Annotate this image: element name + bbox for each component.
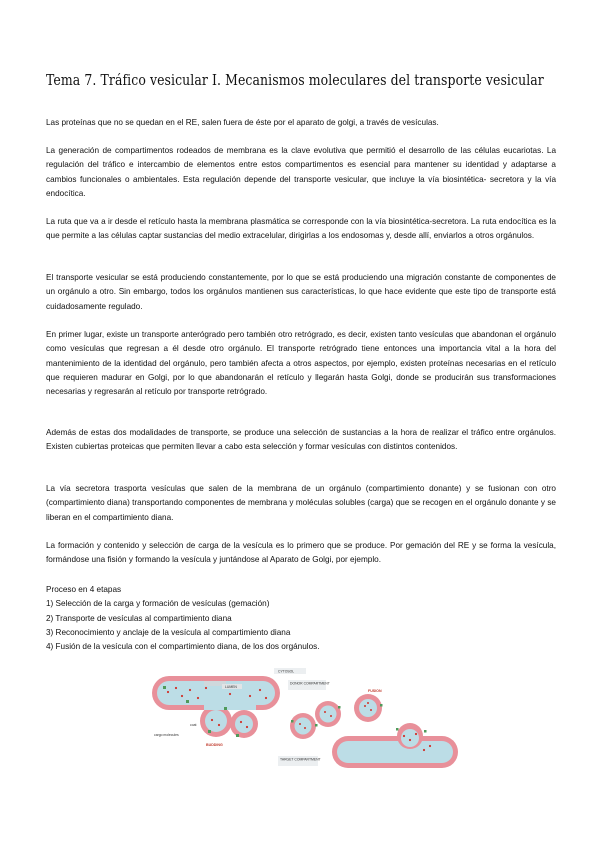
paragraph-4: El transporte vesicular se está produciendo constantemente, por lo que se está produciendo una migración constante de componentes de un orgánulo a otro. Sin embargo, todos los orgánulos mantienen sus características, lo que hace evidente que este tipo de transporte está cuidadosamente regulado.: [46, 273, 556, 311]
process-list: [46, 583, 556, 654]
paragraph-5: En primer lugar, existe un transporte anterógrado pero también otro retrógrado, es decir, existen tanto vesículas que abandonan el orgánulo como vesículas que regresan a él desde otro orgánulo. El transporte retrógrado tiene entonces una importancia vital a la hora del mantenimiento de la identidad del orgánulo, pero también afecta a otros aspectos, por ejemplo, existen proteínas necesarias en el retículo que requieren madurar en Golgi, por lo que abandonarán el retículo y llegarán hasta Golgi, donde se producirán sus transformaciones necesarias y regresarán al retículo por transporte retrógrado.: [46, 330, 556, 397]
paragraph-8: La formación y contenido y selección de carga de la vesícula es lo primero que se produce. Por gemación del RE y se forma la vesícula, formándose una fisión y formando la vesícula y juntándose al Aparato de Golgi, por ejemplo.: [46, 541, 556, 565]
label-coat: coat: [190, 723, 197, 727]
page-title: Tema 7. Tráfico vesicular I. Mecanismos moleculares del transporte vesicular: [46, 73, 544, 89]
paragraph-7: La vía secretora trasporta vesículas que salen de la membrana de un orgánulo (compartimiento donante) y se fusionan con otro (compartimiento diana) transportando componentes de membrana y moléculas solubles (carga) que se recogen en el orgánulo donante y se liberan en el compartimiento diana.: [46, 484, 556, 522]
label-lumen: LUMEN: [225, 684, 237, 689]
process-step-1: 1) Selección de la carga y formación de vesículas (gemación): [46, 599, 270, 609]
label-fusion: FUSION: [368, 689, 382, 693]
process-step-2: 2) Transporte de vesículas al compartimiento diana: [46, 613, 232, 623]
label-cargo: cargo molecules: [154, 733, 179, 737]
vesicular-transport-figure: [146, 664, 464, 778]
free-vesicles: [290, 694, 383, 739]
paragraph-6: Además de estas dos modalidades de transporte, se produce una selección de sustancias a la hora de realizar el tráfico entre orgánulos. Existen cubiertas proteicas que permiten llevar a cabo esta selección y formar vesículas con distintos contenidos.: [46, 428, 556, 452]
label-donor: DONOR COMPARTMENT: [290, 681, 330, 686]
label-cytosol: CYTOSOL: [278, 669, 295, 674]
label-budding: BUDDING: [206, 743, 223, 747]
process-step-4: 4) Fusión de la vesícula con el compartimiento diana, de los dos orgánulos.: [46, 642, 320, 652]
target-compartment: [332, 723, 458, 768]
process-step-3: 3) Reconocimiento y anclaje de la vesícula al compartimiento diana: [46, 627, 291, 637]
paragraph-3: La ruta que va a ir desde el retículo hasta la membrana plasmática se corresponde con la vía biosintética-secretora. La ruta endocítica es la que permite a las células captar sustancias del medio extracelular, dirigirlas a los endosomas y, desde allí, enviarlos a otros orgánulos.: [46, 217, 556, 241]
paragraph-2: La generación de compartimentos rodeados de membrana es la clave evolutiva que permitió el desarrollo de las células eucariotas. La regulación del tráfico e intercambio de elementos entre estos compartimentos es esencial para mantener su identidad y adaptarse a cambios funcionales o ambientales. Esta regulación depende del transporte vesicular, que incluye la vía biosintética- secretora y la vía endocítica.: [46, 146, 556, 198]
label-target: TARGET COMPARTMENT: [280, 757, 321, 762]
process-heading: Proceso en 4 etapas: [46, 585, 122, 594]
donor-compartment: [152, 676, 280, 738]
paragraph-1: Las proteínas que no se quedan en el RE, salen fuera de éste por el aparato de golgi, a través de vesículas.: [46, 118, 439, 127]
